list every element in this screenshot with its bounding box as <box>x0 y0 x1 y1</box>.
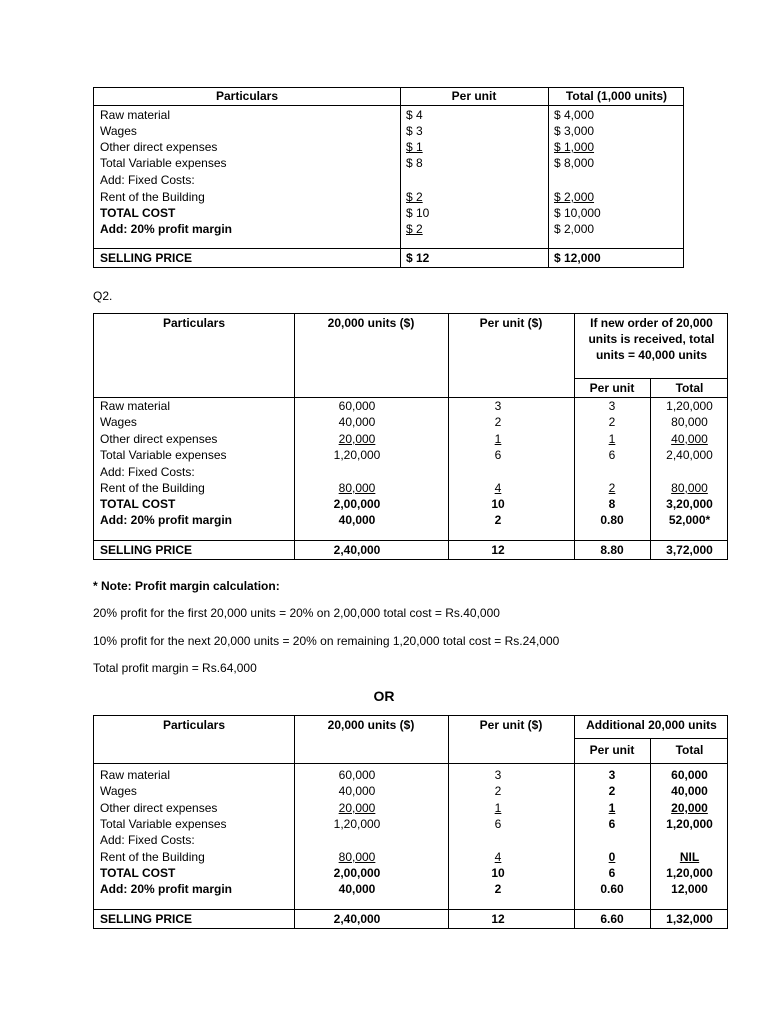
table2-per-unit-value <box>448 431 548 447</box>
table3-add-total: 1,20,000 <box>666 866 713 880</box>
table3-add-total <box>650 800 729 816</box>
table3-20k-value: 2,00,000 <box>333 866 381 880</box>
table2-20k-value: 2,00,000 <box>333 497 381 511</box>
table2-footer-new-total: 3,72,000 <box>666 543 713 557</box>
table3-add-per-unit: 6 <box>608 817 616 831</box>
table3-per-unit-value <box>448 800 548 816</box>
table1-per-unit: $ 2 <box>406 222 423 236</box>
table2-label: Other direct expenses <box>100 432 218 446</box>
table3-per-unit-value-text: 1 <box>494 801 502 815</box>
table3-per-unit-value: 3 <box>494 768 502 782</box>
table1-label: Add: 20% profit margin <box>100 222 233 236</box>
table2-subheader-per-unit: Per unit <box>589 381 635 395</box>
table1-total: $ 2,000 <box>554 190 595 204</box>
table1-footer-per-unit: $ 12 <box>406 251 430 265</box>
table2-new-total: 2,40,000 <box>666 448 713 462</box>
table3-20k-value <box>294 849 420 865</box>
table3-header-particulars: Particulars <box>162 718 226 732</box>
table2-label: Add: Fixed Costs: <box>100 465 195 479</box>
table2-new-total-text: 80,000 <box>671 481 708 495</box>
table1-per-unit: $ 1 <box>406 140 423 154</box>
table3-add-per-unit: 2 <box>608 784 616 798</box>
or-divider: OR <box>373 688 395 704</box>
table2-per-unit-value: 2 <box>494 415 502 429</box>
table2-label: Raw material <box>100 399 171 413</box>
table1-header-particulars: Particulars <box>215 89 279 103</box>
table3-subheader-per-unit: Per unit <box>589 743 635 757</box>
table3-subheader-total: Total <box>675 743 704 757</box>
table2-per-unit-value-text: 4 <box>494 481 502 495</box>
table2-new-total: 80,000 <box>671 415 708 429</box>
table1-label: TOTAL COST <box>100 206 176 220</box>
table2-20k-value: 40,000 <box>338 415 376 429</box>
note-line: 20% profit for the first 20,000 units = 20% on 2,00,000 total cost = Rs.40,000 <box>93 606 500 620</box>
table3-per-unit-value-text: 4 <box>494 850 502 864</box>
table2-footer-per-unit: 12 <box>491 543 505 557</box>
table3-add-total: 12,000 <box>671 882 708 896</box>
table2-label: TOTAL COST <box>100 497 176 511</box>
table2-20k-value: 60,000 <box>338 399 376 413</box>
table3-per-unit-value <box>448 849 548 865</box>
note-line: Total profit margin = Rs.64,000 <box>93 661 257 675</box>
table1-label: Add: Fixed Costs: <box>100 173 195 187</box>
table2-new-per-unit: 8 <box>608 497 616 511</box>
table1-total: $ 2,000 <box>554 222 595 236</box>
table2-new-per-unit: 3 <box>608 399 616 413</box>
table3-label: Add: 20% profit margin <box>100 882 233 896</box>
table1-label: Other direct expenses <box>100 140 218 154</box>
table2-per-unit-value: 2 <box>494 513 502 527</box>
table1-total: $ 1,000 <box>554 140 595 154</box>
table2-label: Rent of the Building <box>100 481 205 495</box>
table2-new-total: 1,20,000 <box>666 399 713 413</box>
table2-new-per-unit-text: 2 <box>608 481 616 495</box>
table2-footer-new-per-unit: 8.80 <box>600 543 624 557</box>
note-title: * Note: Profit margin calculation: <box>93 579 280 593</box>
table3-header-20k-units: 20,000 units ($) <box>327 718 415 732</box>
table2-new-total-text: 40,000 <box>671 432 708 446</box>
table2-header-per-unit: Per unit ($) <box>479 316 543 330</box>
table2-20k-value-text: 80,000 <box>338 481 376 495</box>
cost-table-3 <box>93 715 728 929</box>
table2-20k-value <box>294 480 420 496</box>
table3-footer-20k: 2,40,000 <box>333 912 381 926</box>
table3-20k-value-text: 20,000 <box>338 801 376 815</box>
table1-total: $ 4,000 <box>554 108 595 122</box>
table2-20k-value: 40,000 <box>338 513 376 527</box>
table2-new-total <box>650 480 729 496</box>
table3-add-total-text: NIL <box>679 850 700 864</box>
table3-label: Other direct expenses <box>100 801 218 815</box>
table2-20k-value-text: 20,000 <box>338 432 376 446</box>
table3-per-unit-value: 10 <box>491 866 505 880</box>
table2-new-total: 52,000* <box>668 513 711 527</box>
table3-footer-add-per-unit: 6.60 <box>600 912 624 926</box>
table3-header-per-unit: Per unit ($) <box>479 718 543 732</box>
table3-add-total-text: 20,000 <box>671 801 708 815</box>
table1-header-per-unit: Per unit <box>451 89 497 103</box>
table1-footer-total: $ 12,000 <box>554 251 601 265</box>
table3-label: Total Variable expenses <box>100 817 227 831</box>
table1-per-unit: $ 10 <box>406 206 430 220</box>
table2-per-unit-value: 10 <box>491 497 505 511</box>
table3-label: Rent of the Building <box>100 850 205 864</box>
table3-add-per-unit: 0.60 <box>600 882 624 896</box>
table1-per-unit: $ 3 <box>406 124 423 138</box>
table3-footer-label: SELLING PRICE <box>100 912 193 926</box>
table3-label: Wages <box>100 784 137 798</box>
table1-per-unit: $ 2 <box>406 190 423 204</box>
table1-total: $ 3,000 <box>554 124 595 138</box>
table3-add-total: 40,000 <box>671 784 708 798</box>
table3-header-additional: Additional 20,000 units <box>586 718 717 732</box>
table2-new-total <box>650 431 729 447</box>
table1-per-unit: $ 4 <box>406 108 423 122</box>
table3-add-per-unit <box>574 800 650 816</box>
table2-per-unit-value <box>448 480 548 496</box>
table2-per-unit-value: 6 <box>494 448 502 462</box>
table2-footer-label: SELLING PRICE <box>100 543 193 557</box>
table2-new-per-unit <box>574 480 650 496</box>
table2-new-per-unit: 2 <box>608 415 616 429</box>
table3-20k-value: 60,000 <box>338 768 376 782</box>
table1-label: Total Variable expenses <box>100 156 227 170</box>
table2-per-unit-value-text: 1 <box>494 432 502 446</box>
table3-per-unit-value: 2 <box>494 784 502 798</box>
table1-total: $ 8,000 <box>554 156 595 170</box>
table3-label: TOTAL COST <box>100 866 176 880</box>
table3-add-per-unit-text: 0 <box>608 850 616 864</box>
table2-new-per-unit: 6 <box>608 448 616 462</box>
table2-header-particulars: Particulars <box>162 316 226 330</box>
table3-add-total: 1,20,000 <box>666 817 713 831</box>
table3-add-per-unit <box>574 849 650 865</box>
table3-add-per-unit: 6 <box>608 866 616 880</box>
table2-footer-20k: 2,40,000 <box>333 543 381 557</box>
table2-20k-value: 1,20,000 <box>333 448 381 462</box>
table2-header-new-order: If new order of 20,000 units is received, total units = 40,000 units <box>588 316 715 362</box>
table3-add-total: 60,000 <box>671 768 708 782</box>
table2-per-unit-value: 3 <box>494 399 502 413</box>
table1-label: Rent of the Building <box>100 190 205 204</box>
table2-new-per-unit <box>574 431 650 447</box>
table2-new-per-unit: 0.80 <box>600 513 624 527</box>
table1-label: Raw material <box>100 108 171 122</box>
table1-per-unit: $ 8 <box>406 156 423 170</box>
question-label: Q2. <box>93 289 113 303</box>
table3-20k-value: 40,000 <box>338 784 376 798</box>
table3-footer-per-unit: 12 <box>491 912 505 926</box>
table1-label: Wages <box>100 124 137 138</box>
table1-footer-label: SELLING PRICE <box>100 251 193 265</box>
table3-add-per-unit: 3 <box>608 768 616 782</box>
cost-table-1 <box>93 87 684 268</box>
table3-20k-value <box>294 800 420 816</box>
table2-label: Wages <box>100 415 137 429</box>
table2-header-20k-units: 20,000 units ($) <box>327 316 415 330</box>
table3-label: Add: Fixed Costs: <box>100 833 195 847</box>
note-line: 10% profit for the next 20,000 units = 20% on remaining 1,20,000 total cost = Rs.24,000 <box>93 634 560 648</box>
table3-add-total <box>650 849 729 865</box>
table3-footer-add-total: 1,32,000 <box>666 912 713 926</box>
table1-total: $ 10,000 <box>554 206 601 220</box>
table3-20k-value-text: 80,000 <box>338 850 376 864</box>
table2-new-total: 3,20,000 <box>666 497 713 511</box>
table3-20k-value: 1,20,000 <box>333 817 381 831</box>
table3-per-unit-value: 2 <box>494 882 502 896</box>
table3-20k-value: 40,000 <box>338 882 376 896</box>
cost-table-2 <box>93 313 728 560</box>
table3-per-unit-value: 6 <box>494 817 502 831</box>
table2-label: Add: 20% profit margin <box>100 513 233 527</box>
table2-new-per-unit-text: 1 <box>608 432 616 446</box>
table2-subheader-total: Total <box>675 381 704 395</box>
table2-label: Total Variable expenses <box>100 448 227 462</box>
table1-header-total: Total (1,000 units) <box>565 89 668 103</box>
table2-20k-value <box>294 431 420 447</box>
table3-add-per-unit-text: 1 <box>608 801 616 815</box>
table3-label: Raw material <box>100 768 171 782</box>
